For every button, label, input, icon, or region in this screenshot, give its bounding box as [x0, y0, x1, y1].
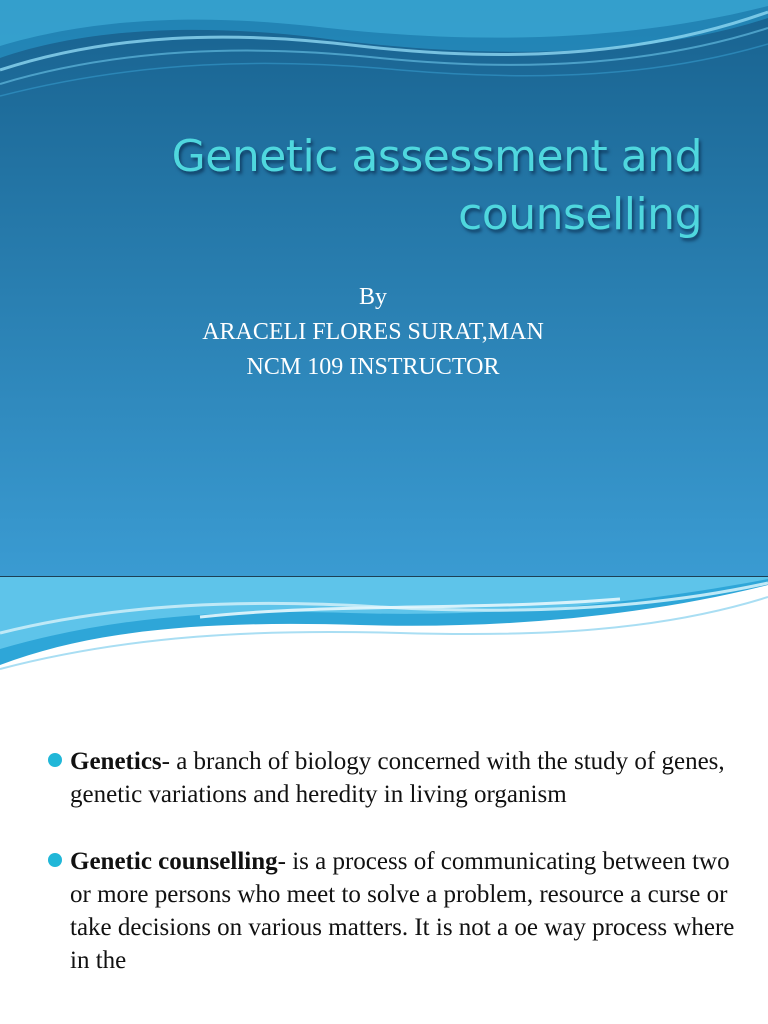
title-line-1: Genetic assessment and	[171, 131, 702, 182]
title-line-2: counselling	[458, 189, 702, 240]
by-label: By	[358, 284, 387, 310]
list-item	[48, 845, 748, 977]
bullet-text: - is a process of communicating between two or more persons who meet to solve a problem, resource a curse or take decisions on various matters. It is not a oe way process where in the	[70, 848, 735, 974]
content-slide	[0, 577, 768, 1024]
list-item	[48, 745, 748, 811]
bullet-term: Genetic counselling	[70, 848, 278, 875]
author-role: NCM 109 INSTRUCTOR	[246, 354, 500, 380]
bullet-dot-icon	[48, 753, 62, 767]
author-name: ARACELI FLORES SURAT,MAN	[202, 319, 544, 345]
slide-title	[40, 128, 702, 244]
bullet-dot-icon	[48, 853, 62, 867]
wave-decoration	[0, 577, 768, 677]
bullet-text: - a branch of biology concerned with the study of genes, genetic variations and heredity in living organism	[70, 748, 725, 808]
bullet-term: Genetics	[70, 748, 162, 775]
wave-decoration	[0, 0, 768, 110]
byline	[0, 280, 746, 385]
bullet-list	[48, 745, 748, 1011]
